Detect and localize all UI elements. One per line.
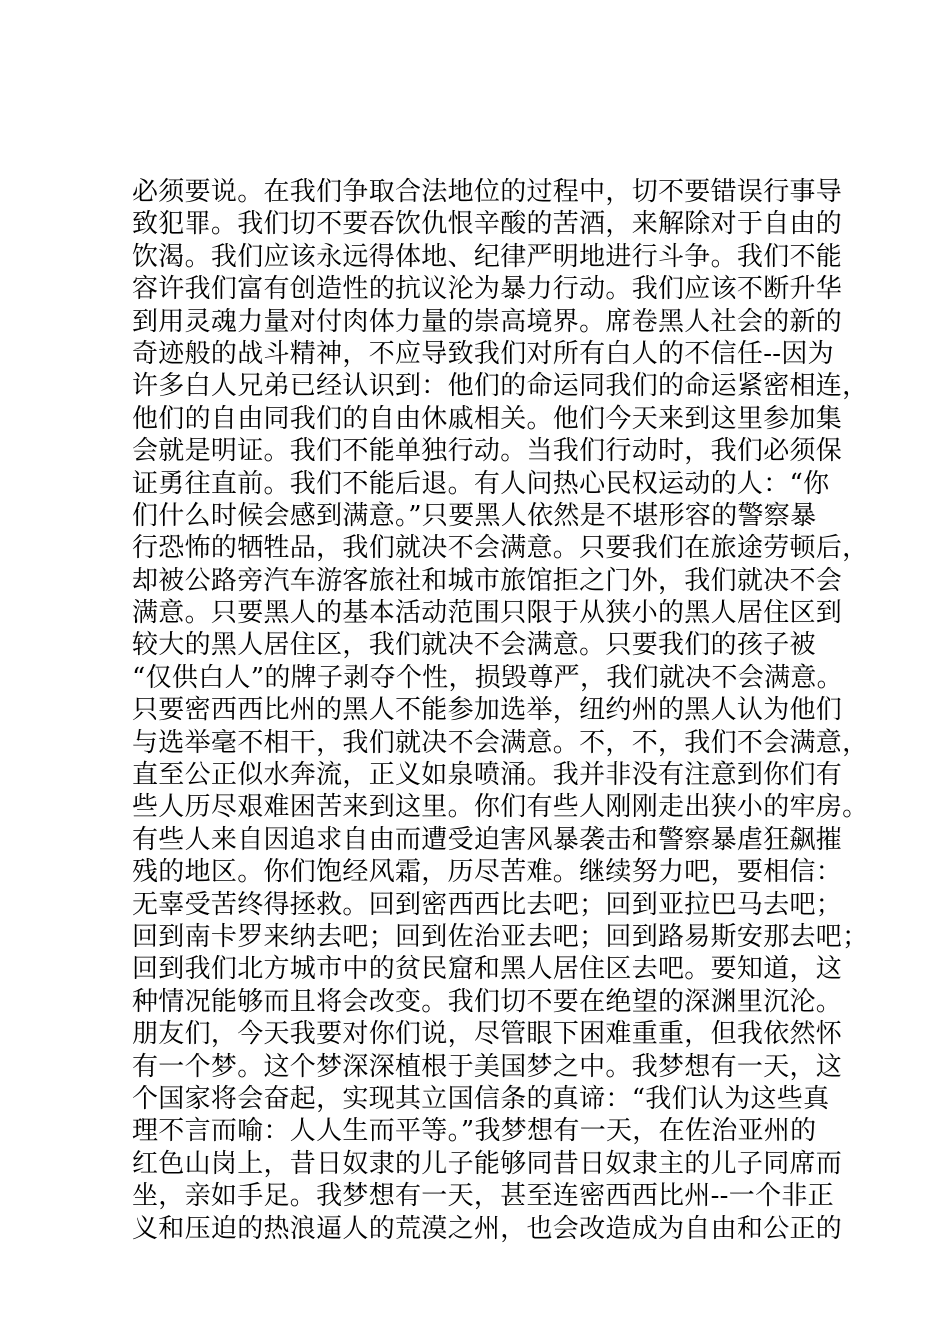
text-line: 致犯罪。我们切不要吞饮仇恨辛酸的苦酒，来解除对于自由的: [132, 209, 843, 240]
text-line: 残的地区。你们饱经风霜，历尽苦难。继续努力吧，要相信：: [132, 857, 843, 888]
text-line: 义和压迫的热浪逼人的荒漠之州，也会改造成为自由和公正的: [132, 1213, 843, 1244]
text-line: 些人历尽艰难困苦来到这里。你们有些人刚刚走出狭小的牢房。: [132, 792, 869, 823]
text-line: 朋友们，今天我要对你们说，尽管眼下困难重重，但我依然怀: [132, 1019, 843, 1050]
text-line: 个国家将会奋起，实现其立国信条的真谛：“我们认为这些真: [132, 1083, 830, 1114]
text-line: 却被公路旁汽车游客旅社和城市旅馆拒之门外，我们就决不会: [132, 565, 843, 596]
body-text: [132, 176, 869, 1245]
text-line: 有一个梦。这个梦深深植根于美国梦之中。我梦想有一天，这: [132, 1051, 843, 1082]
text-line: 奇迹般的战斗精神，不应导致我们对所有白人的不信任--因为: [132, 338, 834, 369]
text-line: 们什么时候会感到满意。”只要黑人依然是不堪形容的警察暴: [132, 500, 817, 531]
text-line: 回到我们北方城市中的贫民窟和黑人居住区去吧。要知道，这: [132, 954, 843, 985]
text-line: “仅供白人”的牌子剥夺个性，损毁尊严，我们就决不会满意。: [132, 662, 843, 693]
text-line: 会就是明证。我们不能单独行动。当我们行动时，我们必须保: [132, 436, 843, 467]
text-line: 直至公正似水奔流，正义如泉喷涌。我并非没有注意到你们有: [132, 760, 843, 791]
text-line: 容许我们富有创造性的抗议沦为暴力行动。我们应该不断升华: [132, 274, 843, 305]
text-line: 无辜受苦终得拯救。回到密西西比去吧；回到亚拉巴马去吧；: [132, 889, 843, 920]
text-line: 行恐怖的牺牲品，我们就决不会满意。只要我们在旅途劳顿后，: [132, 533, 869, 564]
text-line: 种情况能够而且将会改变。我们切不要在绝望的深渊里沉沦。: [132, 986, 843, 1017]
text-line: 他们的自由同我们的自由休戚相关。他们今天来到这里参加集: [132, 403, 843, 434]
text-line: 必须要说。在我们争取合法地位的过程中，切不要错误行事导: [132, 177, 843, 207]
text-line: 坐，亲如手足。我梦想有一天，甚至连密西西比州--一个非正: [132, 1181, 834, 1212]
text-line: 回到南卡罗来纳去吧；回到佐治亚去吧；回到路易斯安那去吧；: [132, 921, 869, 952]
text-line: 与选举毫不相干，我们就决不会满意。不，不，我们不会满意，: [132, 727, 869, 758]
text-line: 红色山岗上，昔日奴隶的儿子能够同昔日奴隶主的儿子同席而: [132, 1148, 843, 1179]
text-line: 许多白人兄弟已经认识到：他们的命运同我们的命运紧密相连，: [132, 371, 869, 402]
text-line: 饮渴。我们应该永远得体地、纪律严明地进行斗争。我们不能: [132, 241, 843, 272]
text-line: 满意。只要黑人的基本活动范围只限于从狭小的黑人居住区到: [132, 598, 843, 629]
text-line: 较大的黑人居住区，我们就决不会满意。只要我们的孩子被: [132, 630, 816, 661]
text-line: 有些人来自因追求自由而遭受迫害风暴袭击和警察暴虐狂飙摧: [132, 824, 843, 855]
text-line: 只要密西西比州的黑人不能参加选举，纽约州的黑人认为他们: [132, 695, 843, 726]
text-line: 到用灵魂力量对付肉体力量的崇高境界。席卷黑人社会的新的: [132, 306, 843, 337]
text-line: 理不言而喻：人人生而平等。”我梦想有一天，在佐治亚州的: [132, 1116, 817, 1147]
text-line: 证勇往直前。我们不能后退。有人问热心民权运动的人：“你: [132, 468, 830, 499]
